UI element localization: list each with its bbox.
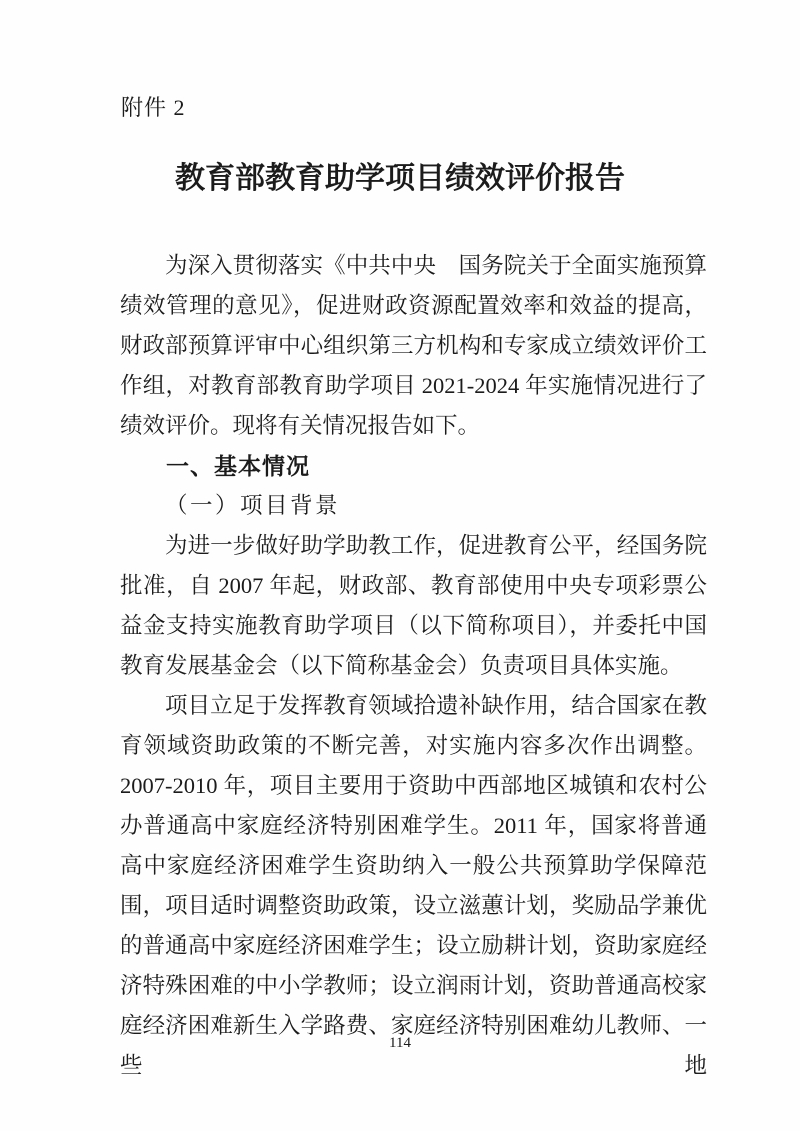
section-heading-basic-info: 一、基本情况 — [166, 453, 310, 479]
document-title: 教育部教育助学项目绩效评价报告 — [175, 162, 625, 195]
intro-paragraph: 为深入贯彻落实《中共中央 国务院关于全面实施预算绩效管理的意见》，促进财政资源配置效率和效益的提高，财政部预算评审中心组织第三方机构和专家成立绩效评价工作组，对教育部教育助学项目 2021-2024 年实施情况进行了绩效评价。现将有关情况报告如下。 — [120, 253, 707, 438]
page-number: 114 — [389, 1035, 411, 1051]
subsection-heading-project-background: （一）项目背景 — [165, 493, 341, 518]
background-paragraph-2: 项目立足于发挥教育领域拾遗补缺作用，结合国家在教育领域资助政策的不断完善，对实施内容多次作出调整。2007-2010 年，项目主要用于资助中西部地区城镇和农村公办普通高中家庭经济特别困难学生。2011 年，国家将普通高中家庭经济困难学生资助纳入一般公共预算助学保障范围，项目适时调整资助政策，设立滋蕙计划，奖励品学兼优的普通高中家庭经济困难学生；设立励耕计划，资助家庭经济特殊困难的中小学教师；设立润雨计划，资助普通高校家庭经济困难新生入学路费、家庭经济特别困难幼儿教师、一些地 — [120, 693, 707, 1078]
attachment-label: 附件 2 — [121, 95, 186, 120]
document-body — [120, 246, 707, 1086]
background-paragraph-1: 为进一步做好助学助教工作，促进教育公平，经国务院批准，自 2007 年起，财政部、教育部使用中央专项彩票公益金支持实施教育助学项目（以下简称项目），并委托中国教育发展基金会（以下简称基金会）负责项目具体实施。 — [120, 533, 707, 678]
